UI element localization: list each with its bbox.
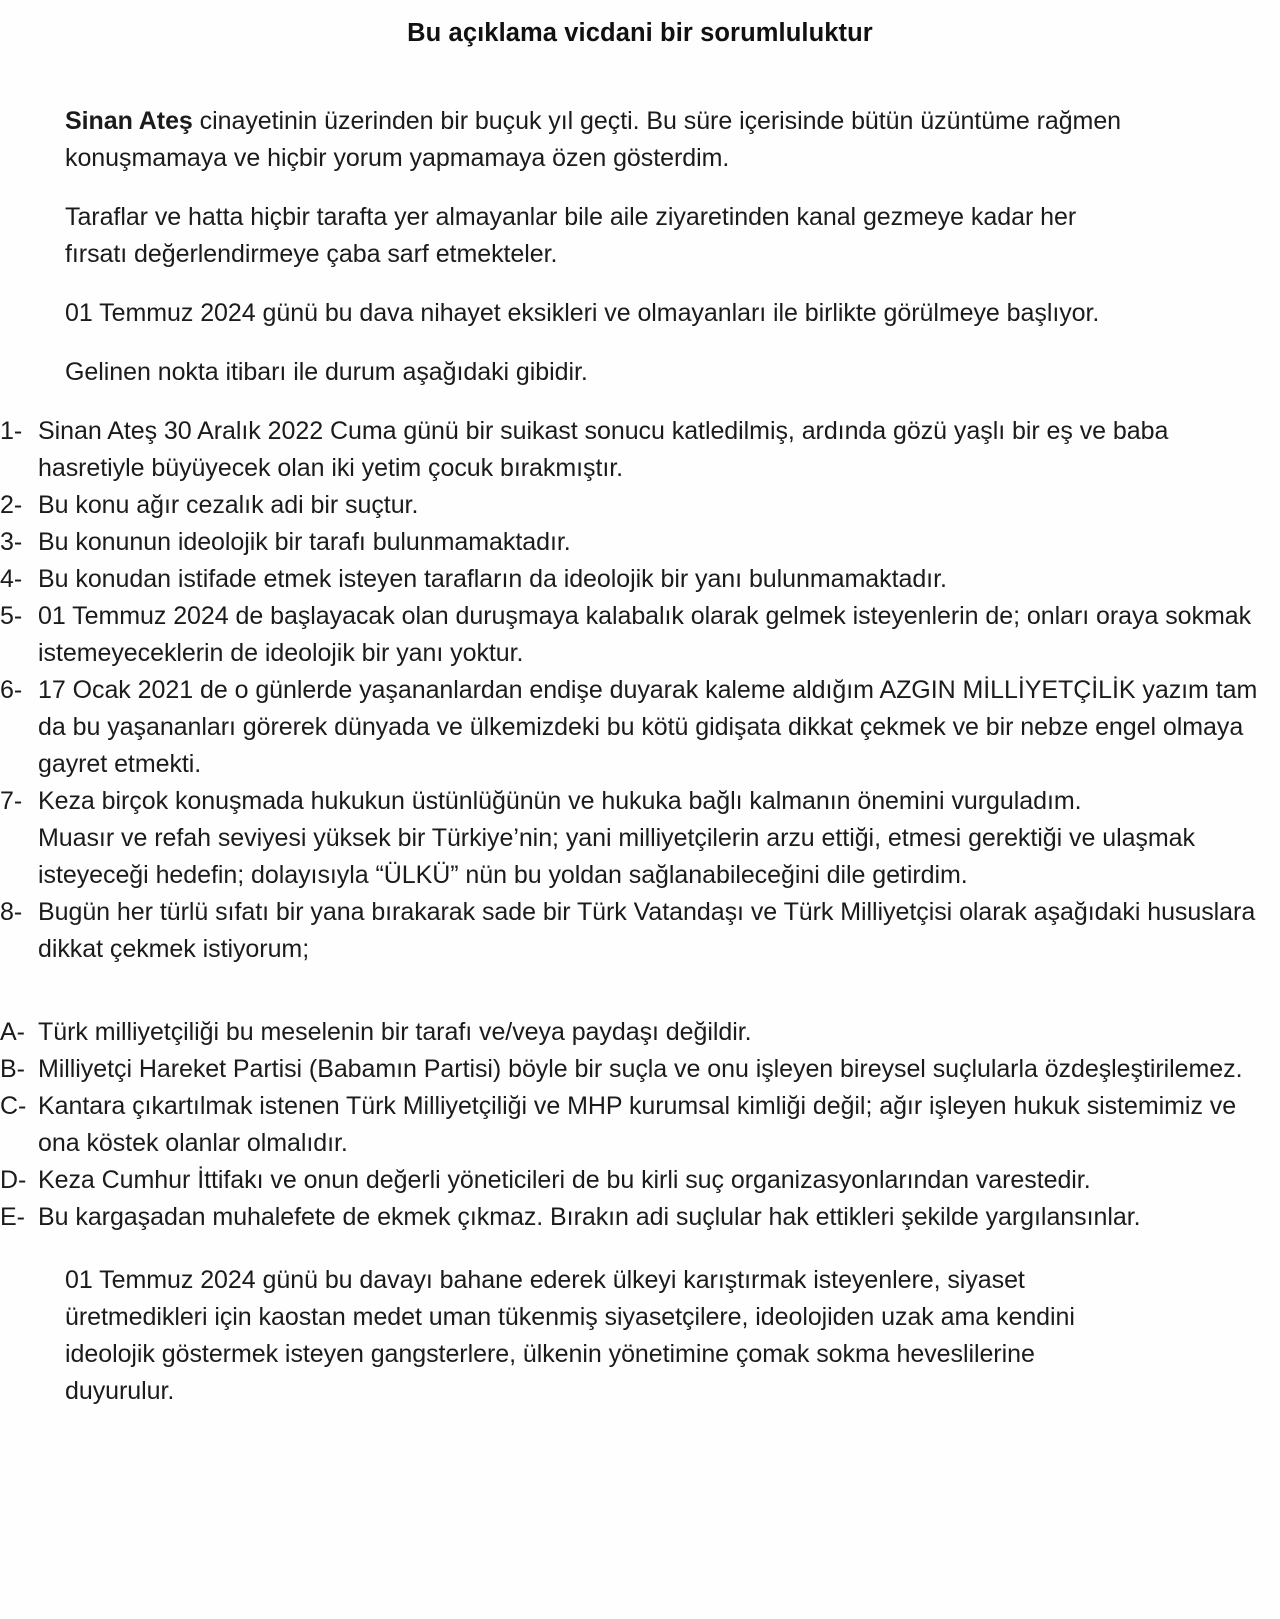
list-item-body bbox=[38, 1199, 1280, 1236]
list-item-body bbox=[38, 1088, 1280, 1162]
list-item-text: Bu konunun ideolojik bir tarafı bulunmamaktadır. bbox=[38, 527, 571, 556]
closing-section bbox=[0, 1262, 1280, 1410]
lettered-list bbox=[0, 1014, 1280, 1236]
list-item-body bbox=[38, 894, 1280, 968]
list-item-text: Bu kargaşadan muhalefete de ekmek çıkmaz. Bırakın adi suçlular hak ettikleri şekilde yargılansınlar. bbox=[38, 1202, 1141, 1231]
list-item-text: Keza birçok konuşmada hukukun üstünlüğünün ve hukuka bağlı kalmanın önemini vurguladım. bbox=[38, 786, 1082, 815]
list-item-text: Keza Cumhur İttifakı ve onun değerli yöneticileri de bu kirli suç organizasyonlarından varestedir. bbox=[38, 1165, 1091, 1194]
list-marker: A- bbox=[0, 1017, 25, 1046]
list-item-text: Bu konu ağır cezalık adi bir suçtur. bbox=[38, 490, 419, 519]
list-item-text: Bugün her türlü sıfatı bir yana bırakarak sade bir Türk Vatandaşı ve Türk Milliyetçisi olarak aşağıdaki hususlara dikkat çekmek istiyorum; bbox=[38, 897, 1256, 963]
list-item bbox=[0, 487, 1280, 524]
list-item bbox=[0, 524, 1280, 561]
list-item-text: Milliyetçi Hareket Partisi (Babamın Partisi) böyle bir suçla ve onu işleyen bireysel suçlularla özdeşleştirilemez. bbox=[38, 1054, 1243, 1083]
section-gap bbox=[0, 968, 1280, 1014]
list-item bbox=[0, 894, 1280, 968]
list-marker: 1- bbox=[0, 416, 23, 445]
list-item-body bbox=[38, 413, 1280, 487]
list-marker: 6- bbox=[0, 675, 23, 704]
list-item bbox=[0, 561, 1280, 598]
list-item bbox=[0, 598, 1280, 672]
list-item-body bbox=[38, 672, 1280, 783]
list-item-body bbox=[38, 487, 1280, 524]
list-marker: 2- bbox=[0, 490, 23, 519]
intro-paragraph-1-rest: cinayetinin üzerinden bir buçuk yıl geçti. Bu süre içerisinde bütün üzüntüme rağmen konuşmamaya ve hiçbir yorum yapmamaya özen gösterdim. bbox=[65, 106, 1122, 172]
list-marker: C- bbox=[0, 1091, 27, 1120]
list-item bbox=[0, 1199, 1280, 1236]
page-title: Bu açıklama vicdani bir sorumluluktur bbox=[407, 19, 873, 47]
list-item-text: Türk milliyetçiliği bu meselenin bir tarafı ve/veya paydaşı değildir. bbox=[38, 1017, 752, 1046]
intro-paragraph-4: Gelinen nokta itibarı ile durum aşağıdaki gibidir. bbox=[65, 357, 588, 386]
list-item bbox=[0, 1162, 1280, 1199]
list-marker: 8- bbox=[0, 897, 23, 926]
list-item bbox=[0, 672, 1280, 783]
list-item-text: Sinan Ateş 30 Aralık 2022 Cuma günü bir suikast sonucu katledilmiş, ardında gözü yaşlı bir eş ve baba hasretiyle büyüyecek olan iki yetim çocuk bırakmıştır. bbox=[38, 416, 1169, 482]
list-item-text: 01 Temmuz 2024 de başlayacak olan duruşmaya kalabalık olarak gelmek isteyenlerin de; onları oraya sokmak istemeyeceklerin de ideolojik bir yanı yoktur. bbox=[38, 601, 1252, 667]
list-item bbox=[0, 1051, 1280, 1088]
intro-section bbox=[0, 103, 1280, 391]
intro-paragraph-1 bbox=[65, 103, 1130, 177]
numbered-list bbox=[0, 413, 1280, 968]
list-item-text: Kantara çıkartılmak istenen Türk Milliyetçiliği ve MHP kurumsal kimliği değil; ağır işleyen hukuk sistemimiz ve ona köstek olanlar olmalıdır. bbox=[38, 1091, 1237, 1157]
list-item-body bbox=[38, 1051, 1280, 1088]
list-marker: 4- bbox=[0, 564, 23, 593]
list-marker: 7- bbox=[0, 786, 23, 815]
intro-bold-lead: Sinan Ateş bbox=[65, 106, 193, 135]
list-item-body bbox=[38, 561, 1280, 598]
list-item-body bbox=[38, 524, 1280, 561]
list-item-body bbox=[38, 598, 1280, 672]
list-item bbox=[0, 783, 1280, 894]
list-item bbox=[0, 1088, 1280, 1162]
list-marker: E- bbox=[0, 1202, 25, 1231]
intro-paragraph-2: Taraflar ve hatta hiçbir tarafta yer almayanlar bile aile ziyaretinden kanal gezmeye kadar her fırsatı değerlendirmeye çaba sarf etmekteler. bbox=[65, 202, 1077, 268]
list-marker: B- bbox=[0, 1054, 25, 1083]
list-item-subtext: Muasır ve refah seviyesi yüksek bir Türkiye’nin; yani milliyetçilerin arzu ettiği, etmesi gerektiği ve ulaşmak isteyeceği hedefin; dolayısıyla “ÜLKÜ” nün bu yoldan sağlanabileceğini dile getirdim. bbox=[38, 823, 1195, 889]
closing-paragraph: 01 Temmuz 2024 günü bu davayı bahane ederek ülkeyi karıştırmak isteyenlere, siyaset üretmedikleri için kaostan medet uman tükenmiş siyasetçilere, ideolojiden uzak ama kendini ideolojik göstermek isteyen gangsterlere, ülkenin yönetimine çomak sokma heveslilerine duyurulur. bbox=[65, 1265, 1075, 1405]
list-item-text: 17 Ocak 2021 de o günlerde yaşananlardan endişe duyarak kaleme aldığım AZGIN MİLLİYETÇİLİK yazım tam da bu yaşananları görerek dünyada ve ülkemizdeki bu kötü gidişata dikkat çekmek ve bir nebze engel olmaya gayret etmekti. bbox=[38, 675, 1258, 778]
intro-paragraph-3: 01 Temmuz 2024 günü bu dava nihayet eksikleri ve olmayanları ile birlikte görülmeye başlıyor. bbox=[65, 298, 1100, 327]
list-marker: 3- bbox=[0, 527, 23, 556]
list-item-body bbox=[38, 1014, 1280, 1051]
list-item-body bbox=[38, 783, 1280, 894]
list-item-text: Bu konudan istifade etmek isteyen tarafların da ideolojik bir yanı bulunmamaktadır. bbox=[38, 564, 947, 593]
list-item bbox=[0, 1014, 1280, 1051]
list-marker: 5- bbox=[0, 601, 23, 630]
list-item-body bbox=[38, 1162, 1280, 1199]
list-marker: D- bbox=[0, 1165, 27, 1194]
list-item bbox=[0, 413, 1280, 487]
